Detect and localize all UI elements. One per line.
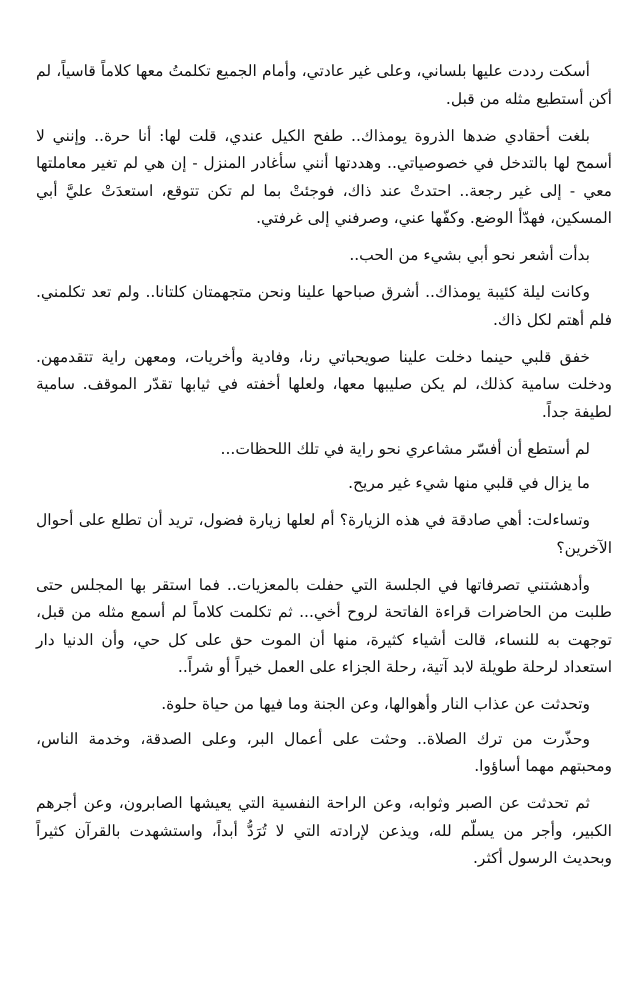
paragraph: خفق قلبي حينما دخلت علينا صويحباتي رنا، وفادية وأخريات، ومعهن راية تتقدمهن. ودخلت سامية كذلك، لم يكن صليبها معها، ولعلها أخفته في ثيابها تقدّر الموقف. سامية لطيفة جداً. — [36, 347, 612, 421]
paragraph: وحذّرت من ترك الصلاة.. وحثت على أعمال البر، وعلى الصدقة، وخدمة الناس، ومحبتهم مهما أساؤوا. — [36, 729, 612, 775]
paragraph: ما يزال في قلبي منها شيء غير مريح. — [348, 474, 590, 492]
document-page — [36, 58, 612, 882]
paragraph: بلغت أحقادي ضدها الذروة يومذاك.. طفح الكيل عندي، قلت لها: أنا حرة.. وإنني لا أسمح لها بالتدخل في خصوصياتي.. وهددتها أنني سأغادر المنزل - إن هي لم تغير معاملتها معي - إلى غير رجعة.. احتدتْ عند ذاك، فوجئتْ بما لم تكن تتوقع، استعدَتْ عليَّ أبي المسكين، فهدّأ الوضع. وكفّها عني، وصرفني إلى غرفتي. — [36, 126, 612, 227]
paragraph: وتحدثت عن عذاب النار وأهوالها، وعن الجنة وما فيها من حياة حلوة. — [161, 695, 590, 713]
paragraph: بدأت أشعر نحو أبي بشيء من الحب.. — [349, 246, 590, 264]
paragraph: أسكت رددت عليها بلساني، وعلى غير عادتي، وأمام الجميع تكلمتُ معها كلاماً قاسياً، لم أكن أستطيع مثله من قبل. — [36, 62, 612, 108]
paragraph: لم أستطع أن أفسّر مشاعري نحو راية في تلك اللحظات... — [220, 439, 590, 458]
paragraph: ثم تحدثت عن الصبر وثوابه، وعن الراحة النفسية التي يعيشها الصابرون، وعن أجرهم الكبير، وأجر من يسلّم لله، ويذعن لإرادته التي لا تُرَدُّ أبداً، واستشهدت بالقرآن كثيراً وبحديث الرسول أكثر. — [36, 794, 612, 867]
paragraph: وأدهشتني تصرفاتها في الجلسة التي حفلت بالمعزيات.. فما استقر بها المجلس حتى طلبت من الحاضرات قراءة الفاتحة لروح أخي... ثم تكلمت كلاماً لم أسمع مثله من قبل، توجهت به للنساء، قالت أشياء كثيرة، منها أن الموت حق على كل حي، وأن الدنيا دار استعداد لرحلة طويلة لابد آتية، رحلة الجزاء على العمل خيراً أو شراً.. — [36, 575, 612, 676]
paragraph: وكانت ليلة كئيبة يومذاك.. أشرق صباحها علينا ونحن متجهمتان كلتانا.. ولم تعد تكلمني. فلم أهتم لكل ذاك. — [36, 283, 612, 329]
paragraph: وتساءلت: أهي صادقة في هذه الزيارة؟ أم لعلها زيارة فضول، تريد أن تطلع على أحوال الآخرين؟ — [36, 511, 612, 557]
